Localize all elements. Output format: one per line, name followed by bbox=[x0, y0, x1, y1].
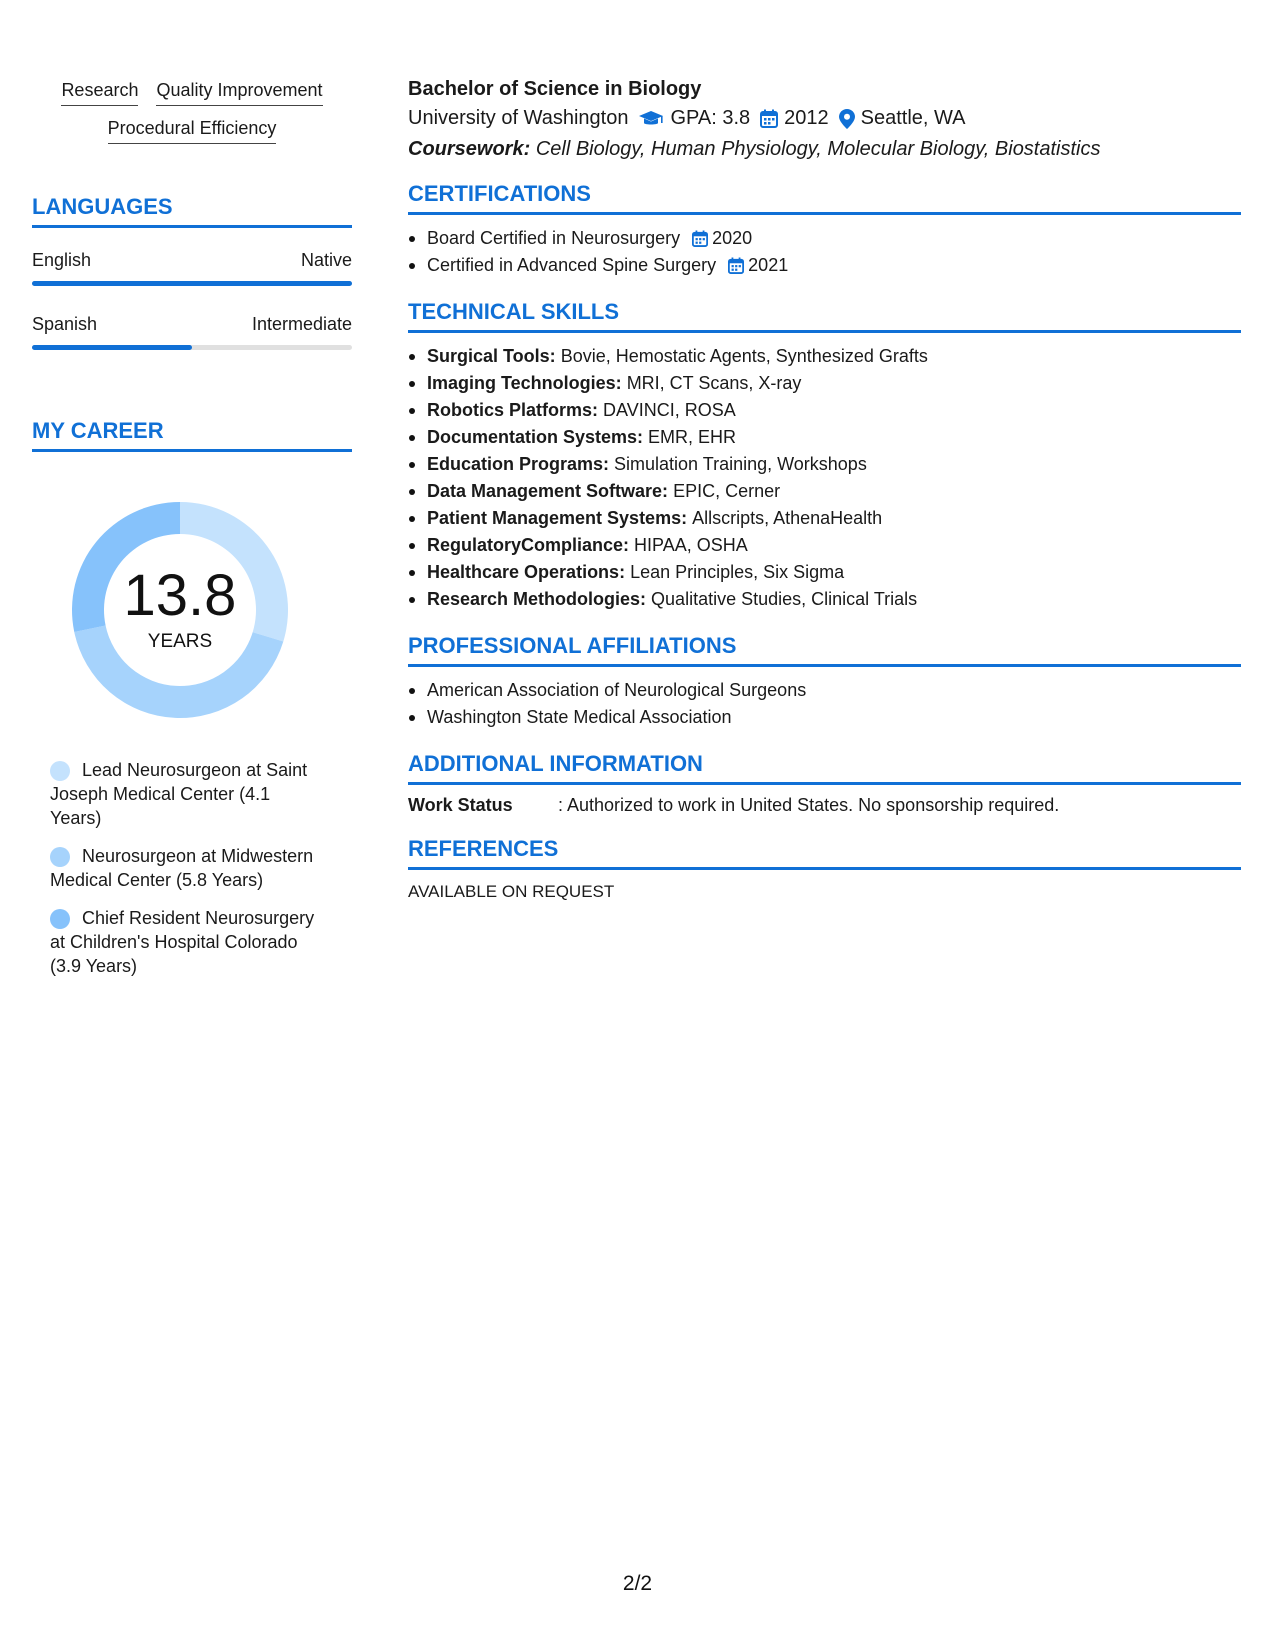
list-item: Washington State Medical Association bbox=[408, 704, 1241, 731]
certifications-section bbox=[408, 181, 1241, 279]
coursework bbox=[408, 138, 1241, 161]
degree-title: Bachelor of Science in Biology bbox=[408, 78, 702, 100]
calendar-icon bbox=[692, 230, 708, 247]
skill-values: Lean Principles, Six Sigma bbox=[630, 562, 845, 582]
skill-values: Simulation Training, Workshops bbox=[614, 454, 867, 474]
skill-values: HIPAA, OSHA bbox=[634, 535, 748, 555]
calendar-icon bbox=[728, 257, 744, 274]
graduation-year: 2012 bbox=[784, 107, 829, 129]
skill-category: Documentation Systems: bbox=[427, 427, 644, 447]
language-bar-fill bbox=[32, 345, 192, 350]
references-title: REFERENCES bbox=[408, 836, 1241, 870]
list-item bbox=[408, 586, 1241, 613]
calendar-icon bbox=[760, 109, 778, 128]
work-status-row bbox=[408, 795, 1241, 816]
list-item bbox=[408, 532, 1241, 559]
certifications-list bbox=[408, 225, 1241, 279]
list-item bbox=[408, 225, 1241, 252]
list-item bbox=[408, 397, 1241, 424]
skill-tag: Research bbox=[61, 80, 138, 106]
legend-label: Neurosurgeon at Midwestern Medical Center (5.8 Years) bbox=[50, 846, 314, 890]
references-text: AVAILABLE ON REQUEST bbox=[408, 882, 615, 901]
career-unit: YEARS bbox=[147, 631, 213, 652]
legend-dot bbox=[50, 909, 70, 929]
certification-name: Certified in Advanced Spine Surgery bbox=[427, 255, 717, 275]
list-item bbox=[408, 451, 1241, 478]
skill-category: RegulatoryCompliance: bbox=[427, 535, 630, 555]
list-item bbox=[408, 343, 1241, 370]
legend-dot bbox=[50, 761, 70, 781]
languages-section bbox=[32, 194, 352, 350]
list-item bbox=[408, 252, 1241, 279]
certification-year: 2021 bbox=[748, 255, 789, 275]
career-title: MY CAREER bbox=[32, 418, 352, 452]
left-column bbox=[32, 80, 352, 992]
work-status-label: Work Status bbox=[408, 795, 513, 815]
location-pin-icon bbox=[839, 109, 855, 129]
skill-category: Education Programs: bbox=[427, 454, 610, 474]
language-bar bbox=[32, 345, 352, 350]
career-section bbox=[32, 418, 352, 978]
language-name: English bbox=[32, 250, 92, 270]
technical-skills-title: TECHNICAL SKILLS bbox=[408, 299, 1241, 333]
list-item bbox=[408, 424, 1241, 451]
skill-category: Research Methodologies: bbox=[427, 589, 647, 609]
skill-values: Allscripts, AthenaHealth bbox=[692, 508, 883, 528]
graduation-cap-icon bbox=[638, 110, 664, 128]
additional-info-title: ADDITIONAL INFORMATION bbox=[408, 751, 1241, 785]
list-item bbox=[408, 505, 1241, 532]
list-item bbox=[408, 559, 1241, 586]
legend-label: Lead Neurosurgeon at Saint Joseph Medical Center (4.1 Years) bbox=[50, 760, 308, 828]
skill-category: Surgical Tools: bbox=[427, 346, 556, 366]
legend-item bbox=[50, 844, 325, 892]
coursework-list: Cell Biology, Human Physiology, Molecular Biology, Biostatistics bbox=[535, 138, 1101, 160]
list-item: American Association of Neurological Surgeons bbox=[408, 677, 1241, 704]
skill-category: Data Management Software: bbox=[427, 481, 669, 501]
affiliations-title: PROFESSIONAL AFFILIATIONS bbox=[408, 633, 1241, 667]
affiliations-list bbox=[408, 677, 1241, 731]
skill-category: Robotics Platforms: bbox=[427, 400, 599, 420]
languages-title: LANGUAGES bbox=[32, 194, 352, 228]
certification-year: 2020 bbox=[712, 228, 753, 248]
gpa: GPA: 3.8 bbox=[670, 107, 751, 129]
skill-values: Bovie, Hemostatic Agents, Synthesized Grafts bbox=[560, 346, 928, 366]
list-item bbox=[408, 478, 1241, 505]
technical-skills-list bbox=[408, 343, 1241, 613]
language-level: Native bbox=[300, 250, 352, 270]
language-item bbox=[32, 314, 352, 350]
skill-category: Patient Management Systems: bbox=[427, 508, 688, 528]
certification-name: Board Certified in Neurosurgery bbox=[427, 228, 681, 248]
page-number: 2/2 bbox=[622, 1572, 653, 1595]
skill-tag: Procedural Efficiency bbox=[108, 118, 277, 144]
skill-values: DAVINCI, ROSA bbox=[603, 400, 736, 420]
career-total: 13.8 bbox=[123, 563, 237, 628]
career-donut bbox=[66, 496, 294, 724]
education-entry bbox=[408, 78, 1241, 161]
legend-item bbox=[50, 758, 325, 830]
list-item bbox=[408, 370, 1241, 397]
language-item bbox=[32, 250, 352, 286]
certifications-title: CERTIFICATIONS bbox=[408, 181, 1241, 215]
language-bar bbox=[32, 281, 352, 286]
skill-category: Imaging Technologies: bbox=[427, 373, 622, 393]
coursework-label: Coursework: bbox=[408, 138, 531, 160]
skill-values: EPIC, Cerner bbox=[673, 481, 781, 501]
affiliations-section bbox=[408, 633, 1241, 731]
skill-values: MRI, CT Scans, X-ray bbox=[626, 373, 802, 393]
career-legend bbox=[50, 758, 325, 978]
language-name: Spanish bbox=[32, 314, 98, 334]
work-status-value: : Authorized to work in United States. No sponsorship required. bbox=[558, 795, 1060, 815]
additional-info-section bbox=[408, 751, 1241, 816]
location: Seattle, WA bbox=[860, 107, 966, 129]
legend-dot bbox=[50, 847, 70, 867]
right-column bbox=[408, 78, 1241, 902]
technical-skills-section bbox=[408, 299, 1241, 613]
school-name: University of Washington bbox=[408, 107, 629, 129]
skill-category: Healthcare Operations: bbox=[427, 562, 626, 582]
legend-item bbox=[50, 906, 325, 978]
language-bar-fill bbox=[32, 281, 352, 286]
skill-values: Qualitative Studies, Clinical Trials bbox=[651, 589, 918, 609]
language-level: Intermediate bbox=[251, 314, 352, 334]
legend-label: Chief Resident Neurosurgery at Children's Hospital Colorado (3.9 Years) bbox=[50, 908, 315, 976]
skill-tags bbox=[32, 80, 352, 144]
skill-tag: Quality Improvement bbox=[156, 80, 322, 106]
references-section bbox=[408, 836, 1241, 902]
skill-values: EMR, EHR bbox=[648, 427, 737, 447]
